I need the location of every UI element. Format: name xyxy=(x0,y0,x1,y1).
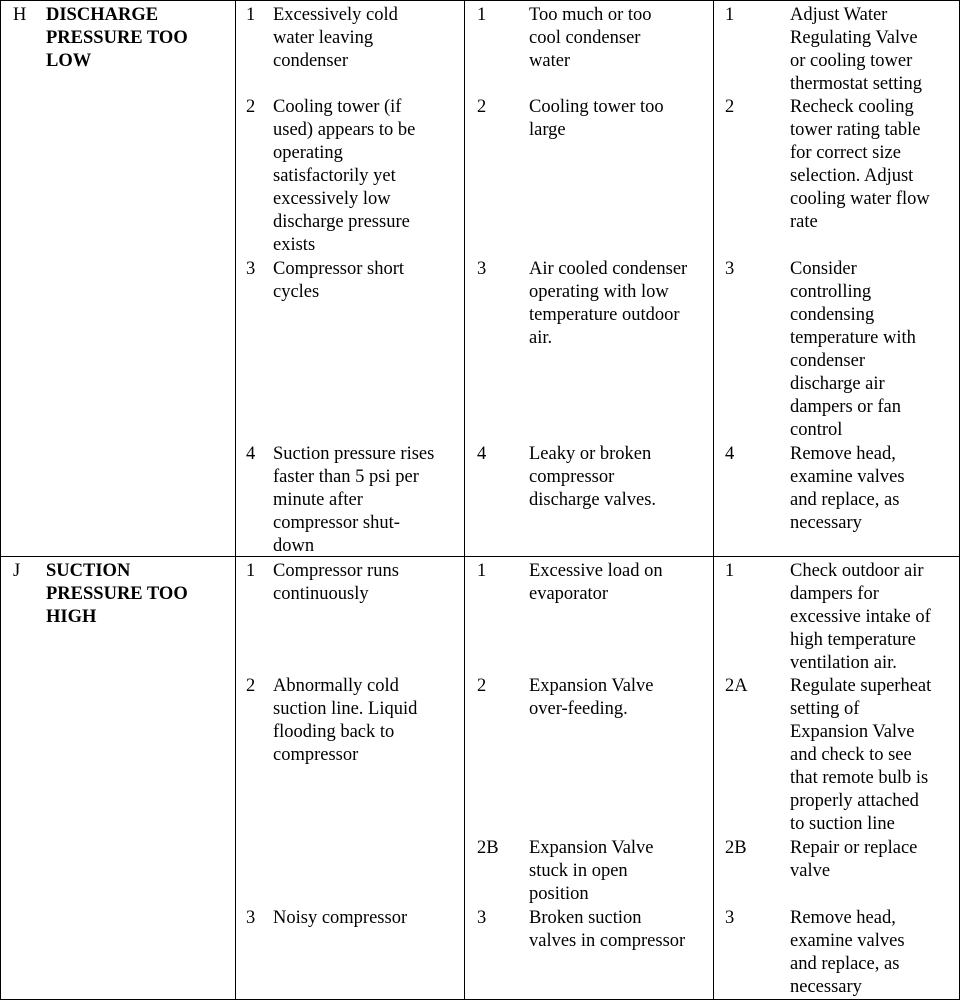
section-code: J xyxy=(13,561,21,581)
symptom-text: Compressor runs continuously xyxy=(273,561,399,604)
remedy-number: 2A xyxy=(725,676,748,696)
symptom-number: 3 xyxy=(246,908,256,928)
cause-text: Expansion Valve stuck in open position xyxy=(529,838,654,904)
symptom-number: 3 xyxy=(246,259,256,279)
remedy-text: Check outdoor air dampers for excessive intake of high temperature ventilation air. xyxy=(790,561,931,673)
symptom-number: 1 xyxy=(246,561,256,581)
cause-number: 2 xyxy=(477,97,487,117)
cause-text: Air cooled condenser operating with low temperature outdoor air. xyxy=(529,259,688,348)
cause-number: 1 xyxy=(477,561,487,581)
cause-text: Broken suction valves in compressor xyxy=(529,908,686,951)
symptom-text: Suction pressure rises faster than 5 psi per minute after compressor shut- down xyxy=(273,444,435,556)
symptom-number: 1 xyxy=(246,5,256,25)
cause-number: 2 xyxy=(477,676,487,696)
remedy-text: Regulate superheat setting of Expansion Valve and check to see that remote bulb is properly attached to suction line xyxy=(790,676,932,834)
border-top xyxy=(0,0,960,1)
cause-text: Cooling tower too large xyxy=(529,97,664,140)
symptom-text: Noisy compressor xyxy=(273,908,408,928)
remedy-number: 4 xyxy=(725,444,735,464)
remedy-number: 3 xyxy=(725,259,735,279)
column-divider xyxy=(713,0,714,557)
symptom-text: Cooling tower (if used) appears to be operating satisfactorily yet excessively low discharge pressure exists xyxy=(273,97,416,255)
section-title: DISCHARGE PRESSURE TOO LOW xyxy=(46,5,188,71)
symptom-text: Excessively cold water leaving condenser xyxy=(273,5,398,71)
remedy-text: Adjust Water Regulating Valve or cooling tower thermostat setting xyxy=(790,5,923,94)
remedy-number: 3 xyxy=(725,908,735,928)
cause-text: Expansion Valve over-feeding. xyxy=(529,676,654,719)
cause-text: Too much or too cool condenser water xyxy=(529,5,652,71)
remedy-text: Remove head, examine valves and replace, as necessary xyxy=(790,908,905,997)
remedy-text: Consider controlling condensing temperature with condenser discharge air dampers or fan control xyxy=(790,259,916,440)
remedy-text: Recheck cooling tower rating table for correct size selection. Adjust cooling water flow rate xyxy=(790,97,930,232)
border-left xyxy=(0,0,1,557)
symptom-number: 4 xyxy=(246,444,256,464)
cause-text: Excessive load on evaporator xyxy=(529,561,663,604)
cause-text: Leaky or broken compressor discharge valves. xyxy=(529,444,657,510)
section-title: SUCTION PRESSURE TOO HIGH xyxy=(46,561,188,627)
remedy-number: 1 xyxy=(725,561,735,581)
remedy-number: 2B xyxy=(725,838,747,858)
column-divider xyxy=(464,0,465,557)
remedy-text: Repair or replace valve xyxy=(790,838,918,881)
cause-number: 4 xyxy=(477,444,487,464)
section-code: H xyxy=(13,5,27,25)
remedy-number: 1 xyxy=(725,5,735,25)
column-divider xyxy=(464,557,465,1000)
cause-number: 1 xyxy=(477,5,487,25)
border-left xyxy=(0,557,1,1000)
column-divider xyxy=(713,557,714,1000)
symptom-number: 2 xyxy=(246,97,256,117)
column-divider xyxy=(235,557,236,1000)
symptom-text: Abnormally cold suction line. Liquid flooding back to compressor xyxy=(273,676,418,765)
table-section-j xyxy=(0,557,960,1000)
symptom-text: Compressor short cycles xyxy=(273,259,405,302)
symptom-number: 2 xyxy=(246,676,256,696)
cause-number: 3 xyxy=(477,908,487,928)
remedy-text: Remove head, examine valves and replace, as necessary xyxy=(790,444,905,533)
remedy-number: 2 xyxy=(725,97,735,117)
cause-number: 2B xyxy=(477,838,499,858)
cause-number: 3 xyxy=(477,259,487,279)
column-divider xyxy=(235,0,236,557)
